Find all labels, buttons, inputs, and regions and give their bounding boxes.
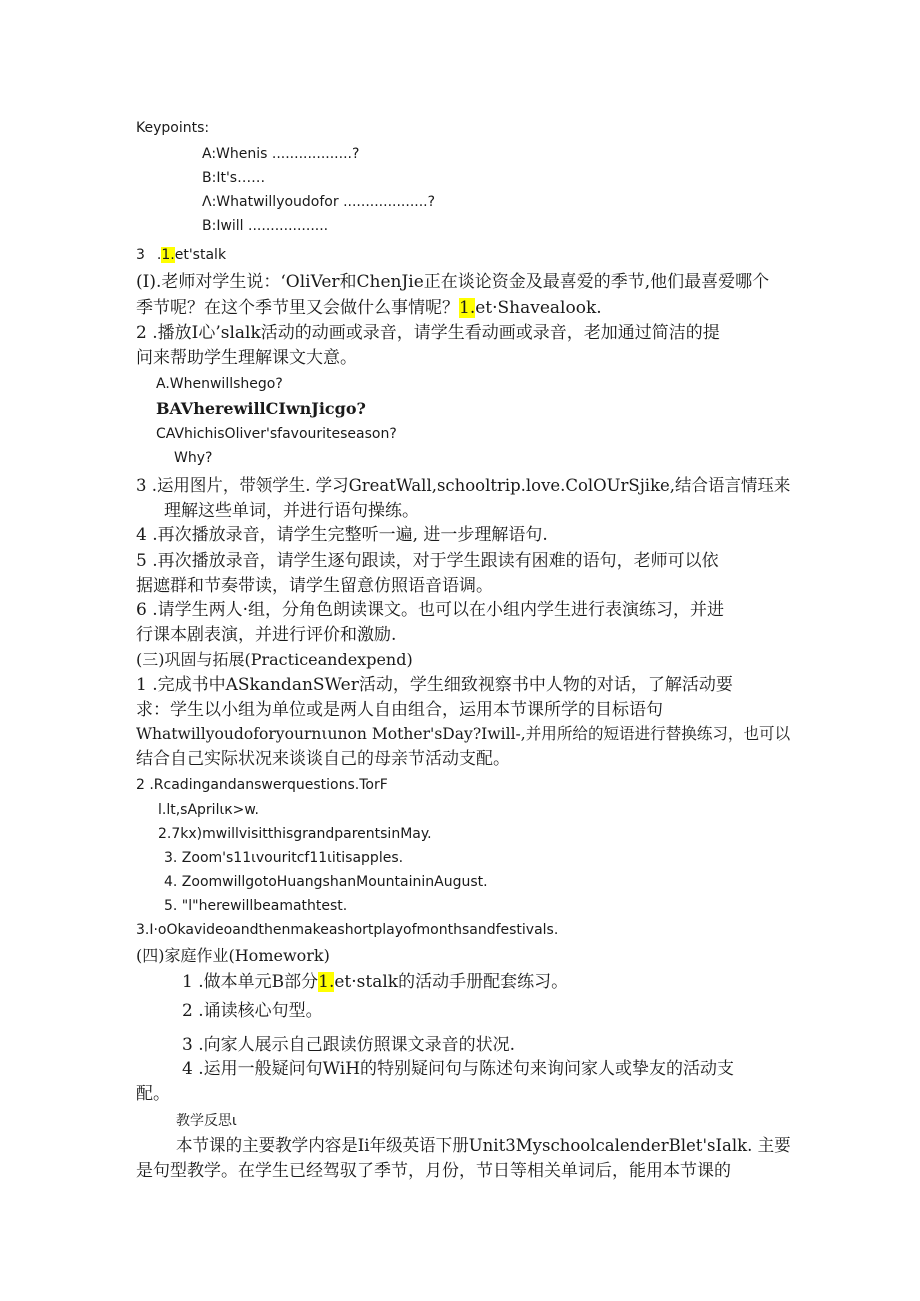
section-heading [136, 245, 226, 265]
question-b: BAVherewillCIwnJicgo? [156, 399, 366, 418]
paragraph-line: 3 .运用图片，带领学生. 学习GreatWall,schooltrip.love.ColOUrSjike,结合语言情珏来 [136, 476, 791, 496]
paragraph-line: 4 .再次播放录音，请学生完整听一遍, 进一步理解语句. [136, 525, 548, 545]
section-number: 3 [136, 247, 145, 263]
section-heading: 教学反思ι [176, 1113, 237, 1129]
section-heading: (三)巩固与拓展(Practiceandexpend) [136, 650, 413, 669]
section-heading: 2 .Rcadingandanswerquestions.TorF [136, 777, 388, 793]
homework-item: 配。 [136, 1084, 170, 1104]
list-item: 2.7kx)mwillvisitthisgrandparentsinMay. [158, 826, 432, 842]
paragraph-line: 行课本剧表演，并进行评价和激励. [136, 625, 397, 645]
homework-item: 2 .诵读核心句型。 [182, 1001, 323, 1021]
homework-item: 4 .运用一般疑问句WiH的特别疑问句与陈述句来询问家人或挚友的活动支 [182, 1059, 735, 1079]
paragraph-line: 是句型教学。在学生已经驾驭了季节，月份，节日等相关单词后，能用本节课的 [136, 1161, 731, 1181]
keypoint-line: A:Whenis ..................? [202, 146, 360, 162]
paragraph-line: 结合自己实际状况来谈谈自己的母亲节活动支配。 [136, 749, 510, 769]
homework-item: 3 .向家人展示自己跟读仿照课文录音的状况. [182, 1035, 516, 1055]
paragraph-line: 6 .请学生两人·组，分角色朗读课文。也可以在小组内学生进行表演练习，并进 [136, 600, 725, 620]
paragraph-line: 本节课的主要教学内容是Ii年级英语下册Unit3MyschoolcalenderBlet'sIalk. 主要 [176, 1136, 791, 1156]
list-item: l.lt,sAprilιк>w. [158, 802, 260, 818]
paragraph-text: 1 .做本单元B部分 [182, 972, 319, 992]
paragraph-line: 3.I·oOkavideoandthenmakeashortplayofmonthsandfestivals. [136, 922, 559, 938]
list-item: 4. ZoomwillgotoHuangshanMountaininAugust. [164, 874, 488, 890]
paragraph-text: et·Shavealook. [475, 298, 602, 318]
list-item: 3. Zoom's11ιvouritcf11ιitisapples. [164, 850, 404, 866]
paragraph-line: (I).老师对学生说：‘OliVer和ChenJie正在谈论资金及最喜爱的季节,他们最喜爱哪个 [136, 272, 770, 292]
section-title: et'stalk [174, 247, 227, 263]
paragraph-text: et·stalk的活动手册配套练习。 [334, 972, 569, 992]
question-why: Why? [174, 450, 213, 466]
keypoints-title: Keypoints: [136, 120, 210, 136]
paragraph-line: 5 .再次播放录音，请学生逐句跟读，对于学生跟读有困难的语句，老师可以依 [136, 551, 719, 571]
paragraph-line: 理解这些单词，并进行语句操练。 [164, 501, 419, 521]
paragraph-line: 1 .完成书中ASkandanSWer活动，学生细致视察书中人物的对话，了解活动要 [136, 675, 733, 695]
section-heading: (四)家庭作业(Homework) [136, 946, 330, 965]
question-a: A.Whenwillshego? [156, 376, 283, 392]
paragraph-line: 2 .播放I心’slalk活动的动画或录音，请学生看动画或录音，老加通过简洁的提 [136, 323, 720, 343]
list-item: 5. "l"herewillbeamathtest. [164, 898, 348, 914]
highlight-text: 1. [459, 298, 476, 318]
section-dot: . [156, 247, 162, 263]
paragraph-line [136, 298, 602, 318]
paragraph-text: 季节呢？在这个季节里又会做什么事情呢？ [136, 298, 459, 318]
highlight-text: 1. [161, 247, 175, 263]
homework-item [182, 972, 568, 992]
paragraph-line: 据遮群和节奏带读，请学生留意仿照语音语调。 [136, 576, 493, 596]
question-c: CAVhichisOliver'sfavouriteseason? [156, 426, 397, 442]
paragraph-line: Whatwillyoudoforyournιunon Mother'sDay?Iwill-,并用所给的短语进行替换练习，也可以 [136, 724, 791, 743]
keypoint-line: B:Iwill .................. [202, 218, 329, 234]
keypoint-line: B:It's…… [202, 170, 266, 186]
highlight-text: 1. [318, 972, 335, 992]
paragraph-line: 问来帮助学生理解课文大意。 [136, 348, 357, 368]
keypoint-line: Λ:Whatwillyoudofor ...................? [202, 194, 436, 210]
paragraph-line: 求：学生以小组为单位或是两人自由组合，运用本节课所学的目标语句 [136, 700, 663, 720]
